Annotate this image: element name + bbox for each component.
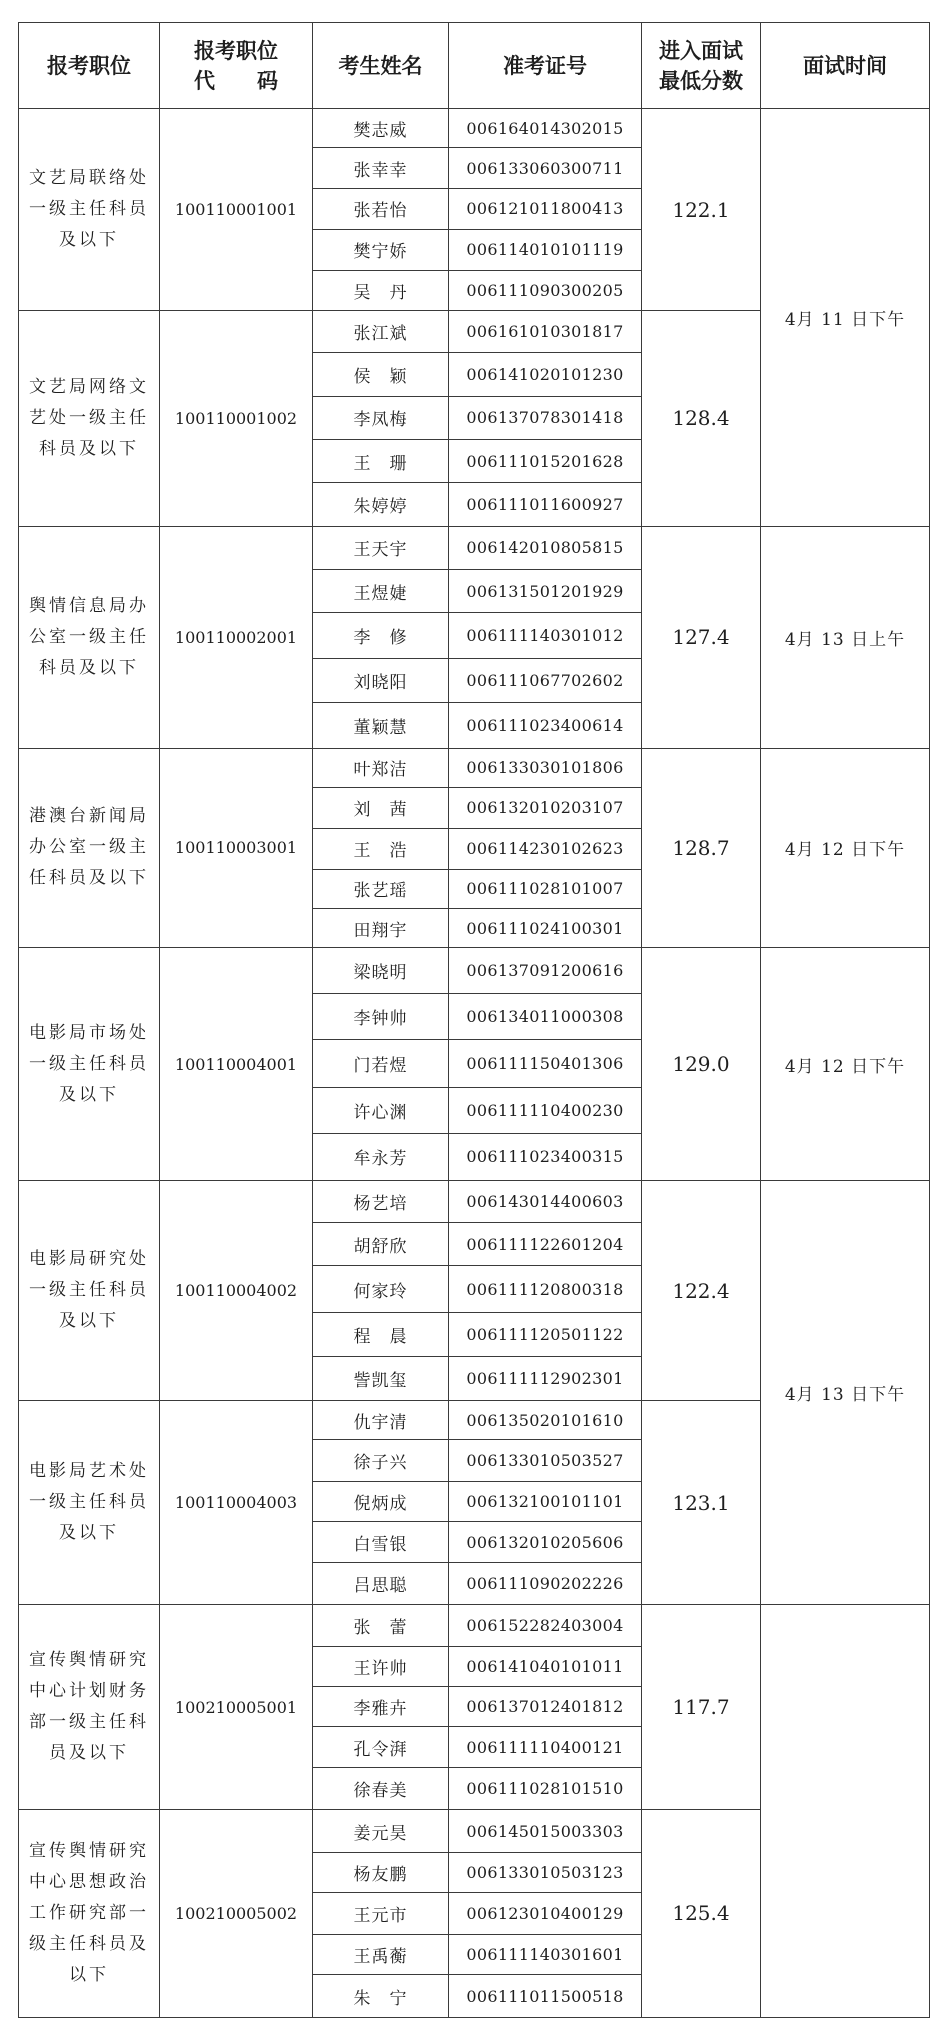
- ticket-number: 006111023400614: [449, 702, 642, 748]
- candidate-name: 姜元昊: [313, 1809, 449, 1852]
- ticket-number: 006114230102623: [449, 828, 642, 869]
- candidate-name: 王 珊: [313, 440, 449, 483]
- ticket-number: 006164014302015: [449, 109, 642, 148]
- position-code: 100110001001: [160, 109, 313, 311]
- candidate-name: 王天宇: [313, 526, 449, 569]
- ticket-number: 006133030101806: [449, 748, 642, 787]
- position-title: 宣传舆情研究中心计划财务部一级主任科员及以下: [19, 1605, 160, 1810]
- position-code: 100110003001: [160, 748, 313, 948]
- ticket-number: 006111150401306: [449, 1040, 642, 1087]
- ticket-number: 006111140301601: [449, 1934, 642, 1975]
- min-score: 117.7: [642, 1605, 761, 1810]
- candidate-name: 张艺瑶: [313, 869, 449, 908]
- candidate-name: 朱 宁: [313, 1975, 449, 2018]
- header-code-line1: 报考职位: [194, 38, 278, 63]
- ticket-number: 006141020101230: [449, 353, 642, 396]
- ticket-number: 006137012401812: [449, 1686, 642, 1727]
- position-title: 舆情信息局办公室一级主任科员及以下: [19, 526, 160, 748]
- candidate-name: 张江斌: [313, 311, 449, 353]
- candidate-name: 叶郑洁: [313, 748, 449, 787]
- ticket-number: 006111028101510: [449, 1767, 642, 1809]
- ticket-number: 006111140301012: [449, 613, 642, 659]
- candidate-name: 何家玲: [313, 1266, 449, 1313]
- position-code: 100110004002: [160, 1180, 313, 1401]
- position-title: 文艺局联络处一级主任科员及以下: [19, 109, 160, 311]
- ticket-number: 006161010301817: [449, 311, 642, 353]
- candidate-name: 李凤梅: [313, 396, 449, 439]
- min-score: 122.4: [642, 1180, 761, 1401]
- header-row: [19, 23, 930, 109]
- ticket-number: 006114010101119: [449, 229, 642, 270]
- interview-time: 4月 13 日下午: [761, 1180, 930, 1604]
- candidate-name: 张 蕾: [313, 1605, 449, 1647]
- ticket-number: 006111090202226: [449, 1563, 642, 1605]
- ticket-number: 006133010503123: [449, 1853, 642, 1892]
- candidate-name: 李钟帅: [313, 994, 449, 1040]
- ticket-number: 006137078301418: [449, 396, 642, 439]
- ticket-number: 006135020101610: [449, 1401, 642, 1439]
- ticket-number: 006134011000308: [449, 994, 642, 1040]
- candidate-name: 王禹蘅: [313, 1934, 449, 1975]
- ticket-number: 006111120501122: [449, 1313, 642, 1356]
- position-title: 宣传舆情研究中心思想政治工作研究部一级主任科员及以下: [19, 1809, 160, 2017]
- ticket-number: 006121011800413: [449, 189, 642, 230]
- ticket-number: 006111011500518: [449, 1975, 642, 2018]
- min-score: 127.4: [642, 526, 761, 748]
- candidate-name: 王许帅: [313, 1647, 449, 1686]
- interview-time: 4月 12 日下午: [761, 948, 930, 1181]
- candidate-row: [19, 948, 930, 994]
- ticket-number: 006111067702602: [449, 659, 642, 702]
- ticket-number: 006143014400603: [449, 1180, 642, 1222]
- roster-body: [19, 109, 930, 2018]
- candidate-name: 侯 颖: [313, 353, 449, 396]
- candidate-name: 刘晓阳: [313, 659, 449, 702]
- position-title: 文艺局网络文艺处一级主任科员及以下: [19, 311, 160, 526]
- candidate-name: 张幸幸: [313, 148, 449, 189]
- ticket-number: 006111015201628: [449, 440, 642, 483]
- candidate-name: 徐春美: [313, 1767, 449, 1809]
- ticket-number: 006131501201929: [449, 570, 642, 613]
- candidate-row: [19, 1180, 930, 1222]
- candidate-row: [19, 748, 930, 787]
- header-score-line1: 进入面试: [659, 38, 743, 63]
- ticket-number: 006133010503527: [449, 1439, 642, 1481]
- position-code: 100210005002: [160, 1809, 313, 2017]
- candidate-name: 梁晓明: [313, 948, 449, 994]
- ticket-number: 006111122601204: [449, 1222, 642, 1265]
- ticket-number: 006141040101011: [449, 1647, 642, 1686]
- ticket-number: 006111024100301: [449, 908, 642, 947]
- candidate-name: 刘 茜: [313, 788, 449, 829]
- header-candidate-name: 考生姓名: [313, 23, 449, 109]
- position-code: 100110004001: [160, 948, 313, 1181]
- candidate-name: 王煜婕: [313, 570, 449, 613]
- ticket-number: 006137091200616: [449, 948, 642, 994]
- min-score: 128.7: [642, 748, 761, 948]
- position-code: 100110004003: [160, 1401, 313, 1605]
- interview-time: [761, 1605, 930, 2018]
- position-title: 港澳台新闻局办公室一级主任科员及以下: [19, 748, 160, 948]
- candidate-name: 杨艺培: [313, 1180, 449, 1222]
- candidate-name: 徐子兴: [313, 1439, 449, 1481]
- candidate-name: 李雅卉: [313, 1686, 449, 1727]
- min-score: 125.4: [642, 1809, 761, 2017]
- position-title: 电影局市场处一级主任科员及以下: [19, 948, 160, 1181]
- candidate-name: 张若怡: [313, 189, 449, 230]
- candidate-row: [19, 109, 930, 148]
- position-code: 100110001002: [160, 311, 313, 526]
- position-code: 100110002001: [160, 526, 313, 748]
- interview-time: 4月 11 日下午: [761, 109, 930, 527]
- candidate-name: 许心渊: [313, 1087, 449, 1133]
- ticket-number: 006132100101101: [449, 1481, 642, 1522]
- candidate-name: 田翔宇: [313, 908, 449, 947]
- candidate-name: 倪炳成: [313, 1481, 449, 1522]
- candidate-name: 杨友鹏: [313, 1853, 449, 1892]
- ticket-number: 006145015003303: [449, 1809, 642, 1852]
- candidate-name: 吴 丹: [313, 270, 449, 311]
- candidate-name: 王 浩: [313, 828, 449, 869]
- candidate-name: 王元市: [313, 1892, 449, 1934]
- ticket-number: 006152282403004: [449, 1605, 642, 1647]
- header-position: 报考职位: [19, 23, 160, 109]
- position-title: 电影局研究处一级主任科员及以下: [19, 1180, 160, 1401]
- ticket-number: 006111028101007: [449, 869, 642, 908]
- ticket-number: 006123010400129: [449, 1892, 642, 1934]
- candidate-name: 程 晨: [313, 1313, 449, 1356]
- candidate-name: 董颖慧: [313, 702, 449, 748]
- candidate-name: 孔令湃: [313, 1727, 449, 1768]
- ticket-number: 006111120800318: [449, 1266, 642, 1313]
- position-title: 电影局艺术处一级主任科员及以下: [19, 1401, 160, 1605]
- ticket-number: 006111023400315: [449, 1133, 642, 1180]
- candidate-name: 仇宇清: [313, 1401, 449, 1439]
- ticket-number: 006132010205606: [449, 1522, 642, 1563]
- header-min-score: [642, 23, 761, 109]
- ticket-number: 006111090300205: [449, 270, 642, 311]
- position-code: 100210005001: [160, 1605, 313, 1810]
- header-interview-time: 面试时间: [761, 23, 930, 109]
- candidate-name: 朱婷婷: [313, 483, 449, 526]
- ticket-number: 006133060300711: [449, 148, 642, 189]
- header-score-line2: 最低分数: [659, 68, 743, 93]
- ticket-number: 006111110400230: [449, 1087, 642, 1133]
- interview-roster-table: [18, 22, 930, 2018]
- candidate-row: [19, 1605, 930, 1647]
- ticket-number: 006111011600927: [449, 483, 642, 526]
- candidate-name: 胡舒欣: [313, 1222, 449, 1265]
- header-code-line2: 代 码: [194, 68, 278, 93]
- candidate-name: 牟永芳: [313, 1133, 449, 1180]
- candidate-name: 白雪银: [313, 1522, 449, 1563]
- min-score: 129.0: [642, 948, 761, 1181]
- candidate-name: 樊志威: [313, 109, 449, 148]
- candidate-name: 门若煜: [313, 1040, 449, 1087]
- candidate-name: 訾凯玺: [313, 1356, 449, 1401]
- min-score: 122.1: [642, 109, 761, 311]
- ticket-number: 006132010203107: [449, 788, 642, 829]
- candidate-row: [19, 526, 930, 569]
- candidate-name: 樊宁娇: [313, 229, 449, 270]
- interview-time: 4月 12 日下午: [761, 748, 930, 948]
- candidate-name: 李 修: [313, 613, 449, 659]
- min-score: 128.4: [642, 311, 761, 526]
- ticket-number: 006142010805815: [449, 526, 642, 569]
- ticket-number: 006111110400121: [449, 1727, 642, 1768]
- candidate-name: 吕思聪: [313, 1563, 449, 1605]
- header-ticket-number: 准考证号: [449, 23, 642, 109]
- min-score: 123.1: [642, 1401, 761, 1605]
- interview-time: 4月 13 日上午: [761, 526, 930, 748]
- ticket-number: 006111112902301: [449, 1356, 642, 1401]
- header-position-code: [160, 23, 313, 109]
